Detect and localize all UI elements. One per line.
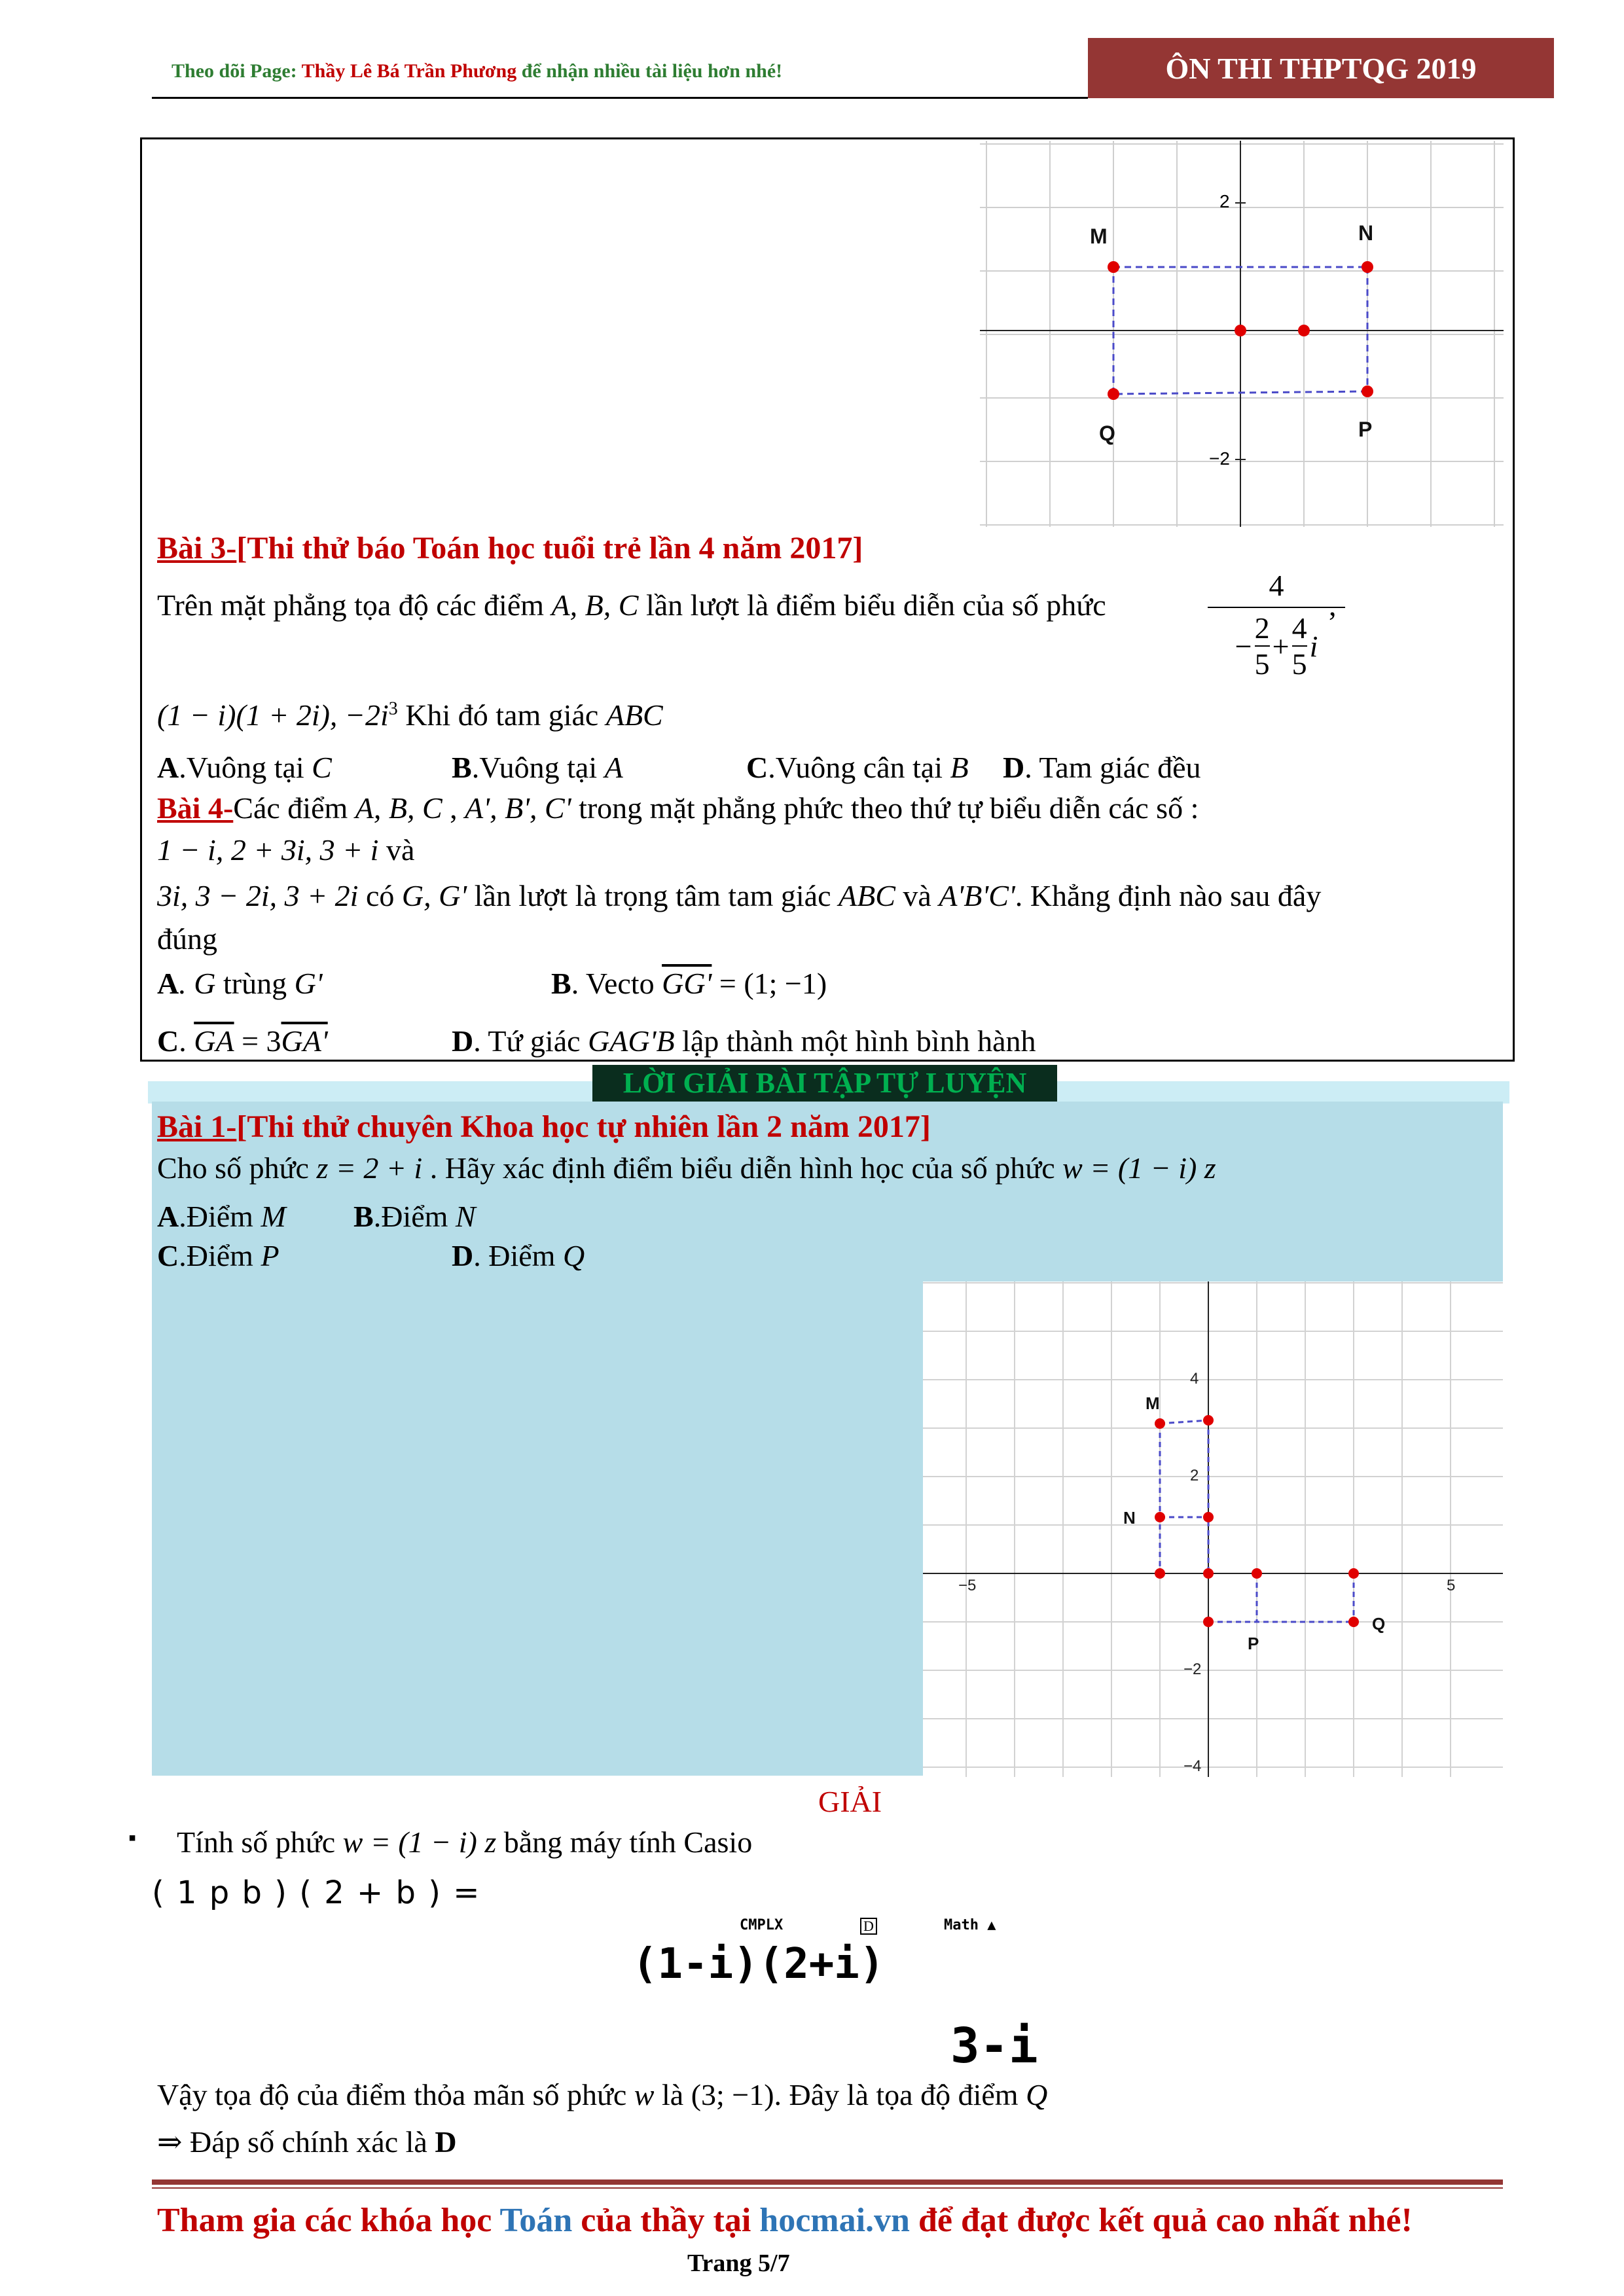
casio-input-display: (1-i)(2+i) [632,1940,885,1988]
point-a [1203,1415,1214,1426]
tick-y-neg2: −2 [1183,1660,1202,1678]
bai3-option-d[interactable]: D. Tam giác đều [1003,751,1201,784]
bai3-option-b[interactable]: B.Vuông tại A [452,751,623,784]
header-follow-text [171,60,782,82]
bai4-option-b[interactable]: B. Vecto GG' = (1; −1) [551,967,827,1000]
solution-conclusion: Vậy tọa độ của điểm thỏa mãn số phức w là (3; −1). Đây là tọa độ điểm Q [157,2078,1048,2111]
solutions-banner: LỜI GIẢI BÀI TẬP TỰ LUYỆN [592,1065,1057,1102]
header-badge: ÔN THI THPTQG 2019 [1088,38,1554,98]
bai4-numbers-1: 1 − i, 2 + 3i, 3 + i và [157,833,415,867]
bai1-option-a[interactable]: A.Điểm M [157,1200,286,1233]
solution-heading: GIẢI [818,1785,882,1818]
bai1-heading [157,1110,931,1145]
point-origin-2 [1203,1568,1214,1579]
footer-cta: Tham gia các khóa học Toán của thầy tại hocmai.vn để đạt được kết quả cao nhất nhé! [157,2202,1413,2239]
teacher-name: Thầy Lê Bá Trần Phương [301,60,517,82]
bai3-stem-2: (1 − i)(1 + 2i), $-2i^3$ Khi đó tam giác ABC [157,698,663,732]
implies-arrow-icon: ⇒ [157,2125,183,2159]
follow-prefix: Theo dõi Page: [171,60,302,82]
bai3-stem: Trên mặt phẳng tọa độ các điểm A, B, C lần lượt là điểm biểu diễn của số phức [157,588,1106,622]
bai4-option-d[interactable]: D. Tứ giác GAG'B lập thành một hình bình hành [452,1024,1036,1058]
tick-y-neg4: −4 [1183,1757,1202,1775]
bai4-option-c[interactable]: C. $\overline{GA} = 3GA'$ [157,1024,328,1058]
footer-rule-thin [152,2187,1503,2189]
solution-answer: ⇒ Đáp số chính xác là D [157,2125,457,2159]
casio-result-display: 3-i [950,2018,1038,2074]
point-p-2 [1203,1617,1214,1627]
bai1-option-b[interactable]: B.Điểm N [353,1200,476,1233]
point-1 [1298,325,1310,336]
point-n [1362,261,1373,273]
page-number: Trang 5/7 [687,2250,790,2277]
hocmai-link[interactable]: hocmai.vn [759,2202,910,2239]
point-c [1155,1568,1165,1579]
label-p-2: P [1248,1634,1259,1653]
label-n: N [1358,221,1374,245]
label-m: M [1090,224,1108,248]
bai4-title: Bài 4- [157,791,234,825]
label-q-2: Q [1372,1614,1386,1634]
bai3-title: Bài 3- [157,531,237,565]
bai1-stem: Cho số phức z = 2 + i . Hãy xác định điểm biểu diễn hình học của số phức w = (1 − i) z [157,1151,1216,1185]
footer-rule [152,2179,1503,2185]
bai4-stem-2: 3i, 3 − 2i, 3 + 2i có G, G' lần lượt là trọng tâm tam giác ABC và A'B'C'. Khẳng định nào sau đây [157,879,1322,912]
label-n-2: N [1123,1508,1136,1528]
solution-step-1: Tính số phức w = (1 − i) z bằng máy tính Casio [177,1825,753,1859]
casio-mode-indicator: CMPLX [740,1917,784,1933]
tick-x-neg5: −5 [958,1577,977,1594]
tick-y-4: 4 [1190,1370,1199,1388]
tick-label-neg2: −2 [1209,448,1230,469]
bai1-title: Bài 1- [157,1109,237,1144]
bai4-stem: Bài 4-Các điểm A, B, C , A', B', C' trong mặt phẳng phức theo thứ tự biểu diễn các số : [157,791,1199,825]
bai3-option-a[interactable]: A.Vuông tại C [157,751,332,784]
bai1-source: [Thi thử chuyên Khoa học tự nhiên lần 2 năm 2017] [236,1109,931,1144]
casio-keystrokes: ( 1 p b ) ( 2 + b ) = [152,1874,481,1911]
point-q-2 [1348,1617,1359,1627]
point-q [1108,388,1119,400]
bai3-option-c[interactable]: C.Vuông cân tại B [746,751,969,784]
bai1-option-c[interactable]: C.Điểm P [157,1239,280,1272]
point-n-2 [1155,1512,1165,1522]
bai1-option-d[interactable]: D. Điểm Q [452,1239,585,1272]
bai4-stem-3: đúng [157,922,217,956]
bai3-source: [Thi thử báo Toán học tuổi trẻ lần 4 năm 2017] [236,531,863,565]
label-p: P [1358,418,1373,441]
tick-y-2: 2 [1190,1467,1199,1484]
point-b [1203,1512,1214,1522]
follow-suffix: để nhận nhiều tài liệu hơn nhé! [516,60,783,82]
casio-deg-icon: D [860,1918,877,1935]
point-m [1108,261,1119,273]
tick-x-5: 5 [1447,1577,1456,1594]
point-p [1362,386,1373,397]
point-d [1252,1568,1262,1579]
graph-mnpq-1 [980,141,1504,527]
casio-math-indicator: Math ▲ [944,1917,996,1933]
bullet-icon: ▪ [128,1826,137,1850]
header-rule [152,97,1088,99]
bai3-heading [157,531,863,566]
graph-mnpq-2 [923,1282,1503,1777]
label-q: Q [1099,422,1115,445]
tick-label-2: 2 [1219,191,1230,211]
point-e [1348,1568,1359,1579]
point-m-2 [1155,1418,1165,1429]
bai4-option-a[interactable]: A. G trùng G' [157,967,323,1000]
label-m-2: M [1146,1393,1160,1413]
bai3-fraction: 4 − $\frac{2}{5}$ + $\frac{4}{5}$ i [1208,568,1345,681]
point-origin [1235,325,1246,336]
bai3-comma: , [1329,588,1337,622]
grid-2 [923,1282,1503,1777]
